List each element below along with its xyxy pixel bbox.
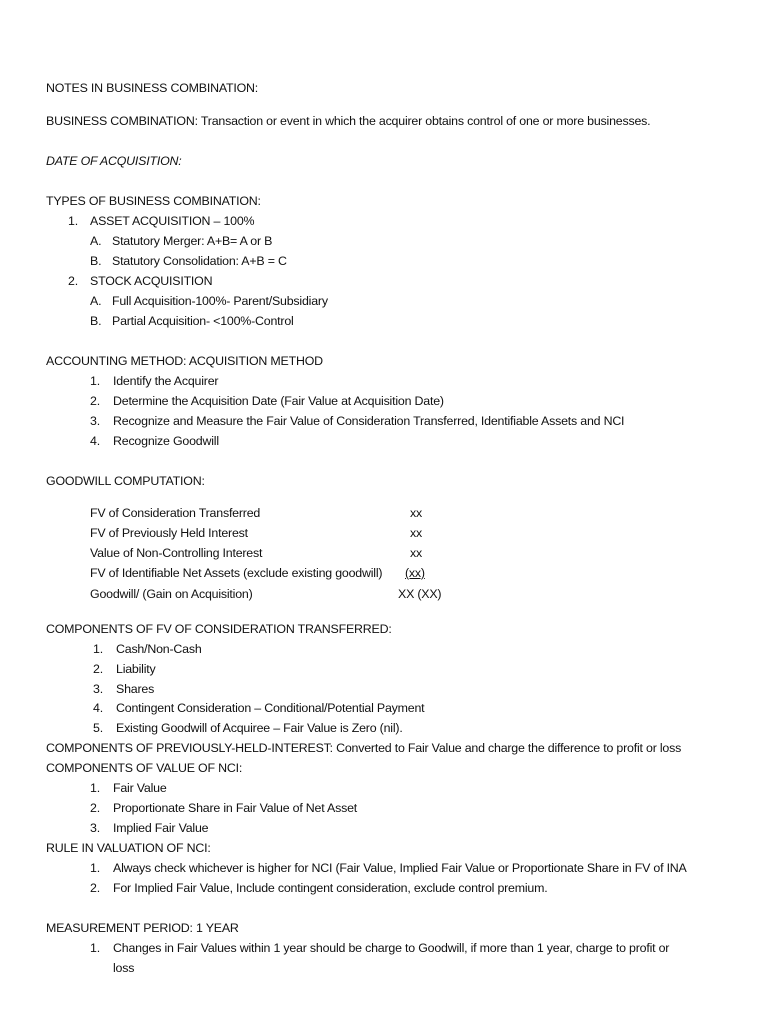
list-item: Statutory Consolidation: A+B = C	[112, 254, 287, 268]
list-marker: 5.	[93, 721, 103, 735]
list-item-continuation: loss	[113, 961, 135, 975]
list-marker: 1.	[68, 214, 78, 228]
list-marker: 2.	[90, 881, 100, 895]
list-marker: 1.	[90, 374, 100, 388]
list-item: Determine the Acquisition Date (Fair Value at Acquisition Date)	[113, 394, 444, 408]
business-combination-definition: BUSINESS COMBINATION: Transaction or event in which the acquirer obtains control of one or more businesses.	[46, 114, 651, 128]
list-marker: 2.	[90, 394, 100, 408]
goodwill-heading: GOODWILL COMPUTATION:	[46, 474, 205, 488]
list-item: Identify the Acquirer	[113, 374, 219, 388]
goodwill-row-label: Value of Non-Controlling Interest	[90, 546, 263, 560]
list-item: Existing Goodwill of Acquiree – Fair Value is Zero (nil).	[116, 721, 403, 735]
measurement-heading: MEASUREMENT PERIOD: 1 YEAR	[46, 921, 239, 935]
list-marker: 4.	[93, 701, 103, 715]
list-marker: 2.	[93, 662, 103, 676]
list-item: For Implied Fair Value, Include contingent consideration, exclude control premium.	[113, 881, 548, 895]
list-item: Recognize and Measure the Fair Value of Consideration Transferred, Identifiable Assets and NCI	[113, 414, 625, 428]
goodwill-row-label: FV of Consideration Transferred	[90, 506, 261, 520]
list-item: Implied Fair Value	[113, 821, 209, 835]
list-marker: 3.	[90, 821, 100, 835]
list-item: Recognize Goodwill	[113, 434, 219, 448]
list-item: Fair Value	[113, 781, 167, 795]
list-marker: 4.	[90, 434, 100, 448]
rule-heading: RULE IN VALUATION OF NCI:	[46, 841, 211, 855]
list-marker: 2.	[90, 801, 100, 815]
types-heading: TYPES OF BUSINESS COMBINATION:	[46, 194, 261, 208]
document-title: NOTES IN BUSINESS COMBINATION:	[46, 81, 259, 95]
goodwill-row-value: XX (XX)	[398, 587, 442, 601]
list-marker: 2.	[68, 274, 78, 288]
list-item: Shares	[116, 682, 155, 696]
list-item: Full Acquisition-100%- Parent/Subsidiary	[112, 294, 328, 308]
list-item: Statutory Merger: A+B= A or B	[112, 234, 273, 248]
list-item: Always check whichever is higher for NCI (Fair Value, Implied Fair Value or Proportionate Share in FV of INA	[113, 861, 687, 875]
list-marker: B.	[90, 314, 102, 328]
list-marker: 3.	[90, 414, 100, 428]
list-marker: 1.	[90, 941, 100, 955]
list-item: Partial Acquisition- <100%-Control	[112, 314, 294, 328]
list-marker: B.	[90, 254, 102, 268]
list-item: ASSET ACQUISITION – 100%	[90, 214, 255, 228]
accounting-method-heading: ACCOUNTING METHOD: ACQUISITION METHOD	[46, 354, 323, 368]
list-marker: 1.	[90, 781, 100, 795]
list-marker: 1.	[93, 642, 103, 656]
list-marker: A.	[90, 294, 102, 308]
list-item: STOCK ACQUISITION	[90, 274, 213, 288]
goodwill-row-value: (xx)	[405, 566, 425, 580]
goodwill-row-label: FV of Identifiable Net Assets (exclude existing goodwill)	[90, 566, 383, 580]
goodwill-row-value: xx	[410, 526, 422, 540]
list-item: Proportionate Share in Fair Value of Net Asset	[113, 801, 358, 815]
list-item: Changes in Fair Values within 1 year should be charge to Goodwill, if more than 1 year, charge to profit or	[113, 941, 670, 955]
list-item: Liability	[116, 662, 156, 676]
list-marker: A.	[90, 234, 102, 248]
goodwill-row-value: xx	[410, 546, 422, 560]
list-marker: 3.	[93, 682, 103, 696]
list-item: Contingent Consideration – Conditional/Potential Payment	[116, 701, 425, 715]
goodwill-row-label: Goodwill/ (Gain on Acquisition)	[90, 587, 253, 601]
goodwill-row-value: xx	[410, 506, 422, 520]
previously-held-interest: COMPONENTS OF PREVIOUSLY-HELD-INTEREST: Converted to Fair Value and charge the difference to profit or loss	[46, 741, 682, 755]
date-of-acquisition-heading: DATE OF ACQUISITION:	[46, 154, 182, 168]
goodwill-row-label: FV of Previously Held Interest	[90, 526, 248, 540]
list-item: Cash/Non-Cash	[116, 642, 202, 656]
consideration-heading: COMPONENTS OF FV OF CONSIDERATION TRANSFERRED:	[46, 622, 392, 636]
list-marker: 1.	[90, 861, 100, 875]
nci-heading: COMPONENTS OF VALUE OF NCI:	[46, 761, 243, 775]
